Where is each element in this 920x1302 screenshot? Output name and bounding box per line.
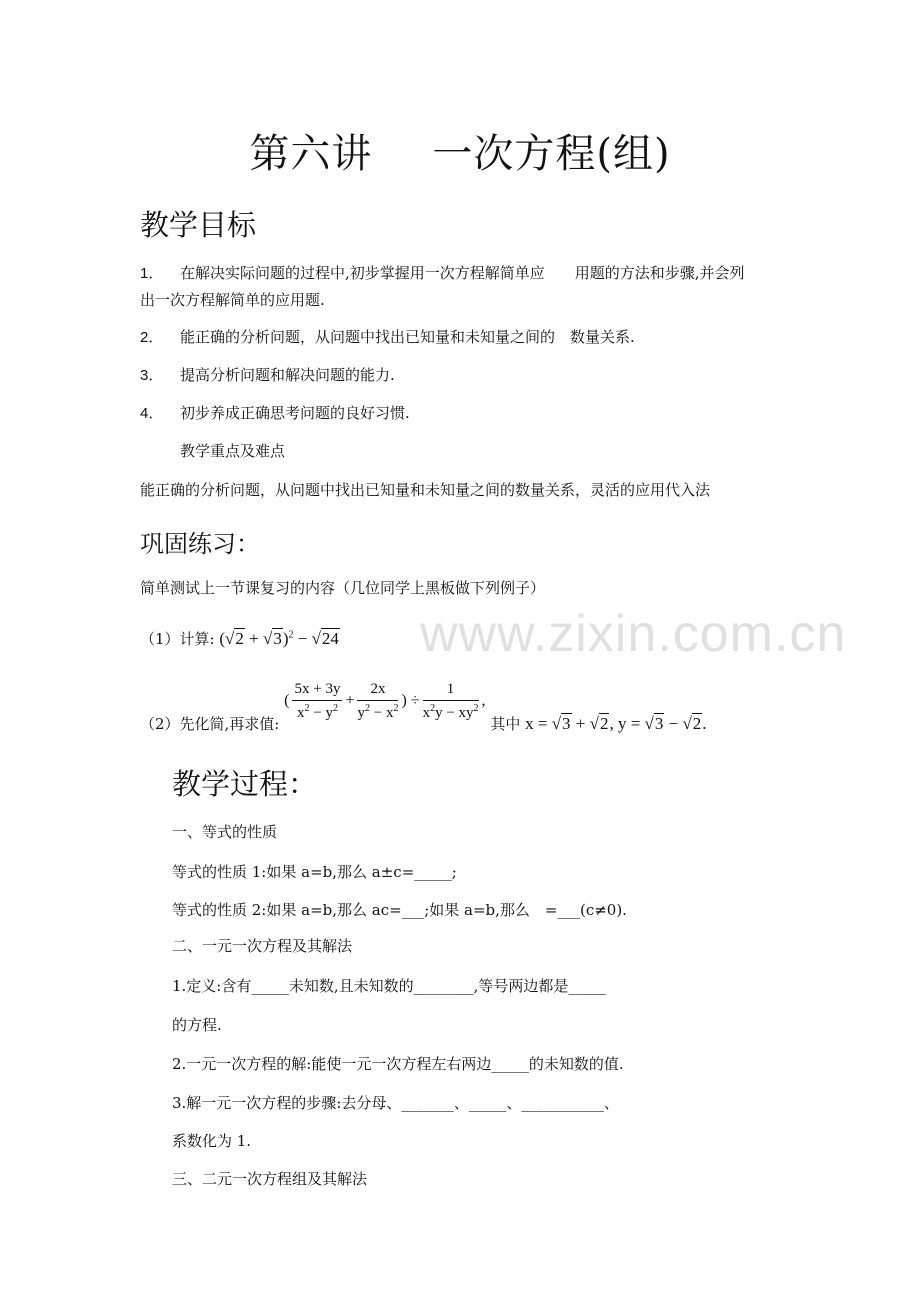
process-line-3: 等式的性质 2:如果 a=b,那么 ac=___;如果 a=b,那么 =___(c≠0). [172,901,627,919]
watermark: www.zixin.com.cn [420,605,847,663]
goal-item-3: 3． 提高分析问题和解决问题的能力. [140,366,395,384]
goal-item-1: 1． 在解决实际问题的过程中,初步掌握用一次方程解简单应 用题的方法和步骤,并会列 [140,264,745,282]
title-right: 一次方程(组) [432,131,671,177]
goal-item-1-cont: 出一次方程解简单的应用题. [140,291,325,309]
process-line-1: 一、等式的性质 [172,823,278,841]
key-points-text: 能正确的分析问题，从问题中找出已知量和未知量之间的数量关系，灵活的应用代入法 [140,481,711,499]
process-line-8: 3.解一元一次方程的步骤:去分母、_______、_____、___________、 [172,1094,619,1112]
process-line-2: 等式的性质 1:如果 a=b,那么 a±c=_____; [172,863,457,881]
question-1 [140,628,340,649]
goals-heading: 教学目标 [140,208,257,242]
key-points-subheading: 教学重点及难点 [180,442,286,460]
goal-item-4: 4． 初步养成正确思考问题的良好习惯. [140,404,410,422]
process-line-6: 的方程. [172,1016,222,1034]
goal-item-2: 2． 能正确的分析问题，从问题中找出已知量和未知量之间的 数量关系. [140,328,635,346]
process-line-7: 2.一元一次方程的解:能使一元一次方程左右两边_____的未知数的值. [172,1055,624,1073]
process-line-4: 二、一元一次方程及其解法 [172,937,353,955]
page-title [0,122,920,179]
question-2-formula: ( $\frac{5x + 3y}{x^2 - y^2}$ + $\frac{2x}{y^2 - x^2}$ ) ÷ $\frac{1}{x^2y - xy^2}$ , [284,681,486,721]
question-2-values: x = √3 + √2, y = √3 − √2. [525,714,707,734]
practice-intro: 简单测试上一节课复习的内容（几位同学上黑板做下列例子） [140,579,546,597]
practice-heading: 巩固练习： [140,530,260,558]
question-1-label: （1）计算: [140,630,215,648]
question-2-label: （2）先化简,再求值: [140,715,280,734]
process-line-10: 三、二元一次方程组及其解法 [172,1170,368,1188]
process-line-9: 系数化为 1. [172,1132,252,1150]
question-2 [140,681,707,734]
process-heading: 教学过程： [172,767,318,801]
title-left: 第六讲 [249,131,373,177]
question-2-where: 其中 [490,715,521,734]
question-1-formula: $(√2 + √3)^2 - √24$ [219,629,339,648]
process-line-5: 1.定义:含有_____未知数,且未知数的________,等号两边都是_____ [172,977,606,995]
